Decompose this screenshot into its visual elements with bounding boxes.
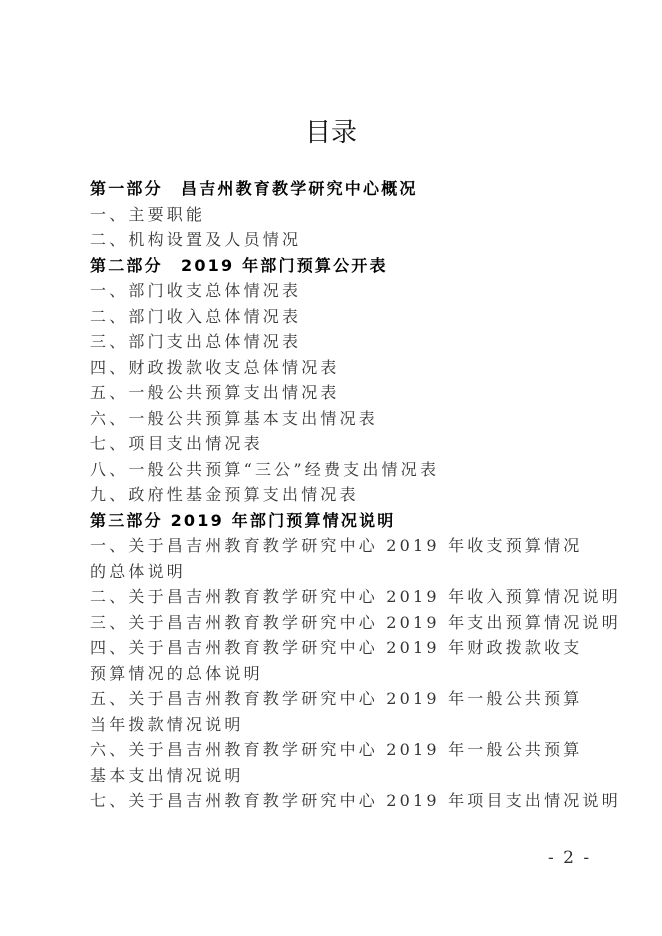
toc-item: 四、关于昌吉州教育教学研究中心 2019 年财政拨款收支预算情况的总体说明: [90, 638, 583, 683]
toc-item: 二、关于昌吉州教育教学研究中心 2019 年收入预算情况说明: [90, 587, 621, 606]
section-heading: 第一部分 昌吉州教育教学研究中心概况: [90, 179, 418, 198]
section-heading: 第三部分 2019 年部门预算情况说明: [90, 510, 396, 530]
toc-item: 三、关于昌吉州教育教学研究中心 2019 年支出预算情况说明: [90, 612, 621, 632]
toc-item: 二、机构设置及人员情况: [90, 230, 302, 249]
toc-item: 六、一般公共预算基本支出情况表: [90, 408, 379, 428]
toc-item: 五、关于昌吉州教育教学研究中心 2019 年一般公共预算当年拨款情况说明: [90, 689, 583, 734]
toc-item: 七、关于昌吉州教育教学研究中心 2019 年项目支出情况说明: [90, 791, 621, 810]
toc-item: 三、部门支出总体情况表: [90, 332, 302, 351]
toc-item: 二、部门收入总体情况表: [90, 306, 302, 326]
toc-item: 五、一般公共预算支出情况表: [90, 383, 340, 402]
toc-item: 一、部门收支总体情况表: [90, 281, 302, 300]
toc-item: 七、项目支出情况表: [90, 434, 263, 453]
toc-item: 八、一般公共预算“三公”经费支出情况表: [90, 459, 440, 479]
toc-item: 九、政府性基金预算支出情况表: [90, 485, 359, 504]
toc-item: 一、关于昌吉州教育教学研究中心 2019 年收支预算情况的总体说明: [90, 536, 583, 581]
table-of-contents: [90, 176, 621, 814]
toc-item: 一、主要职能: [90, 204, 206, 224]
toc-item: 四、财政拨款收支总体情况表: [90, 357, 340, 377]
section-heading: 第二部分 2019 年部门预算公开表: [90, 255, 388, 275]
page-title: 目录: [304, 118, 357, 148]
toc-item: 六、关于昌吉州教育教学研究中心 2019 年一般公共预算基本支出情况说明: [90, 740, 583, 785]
page-number: - 2 -: [548, 848, 592, 868]
